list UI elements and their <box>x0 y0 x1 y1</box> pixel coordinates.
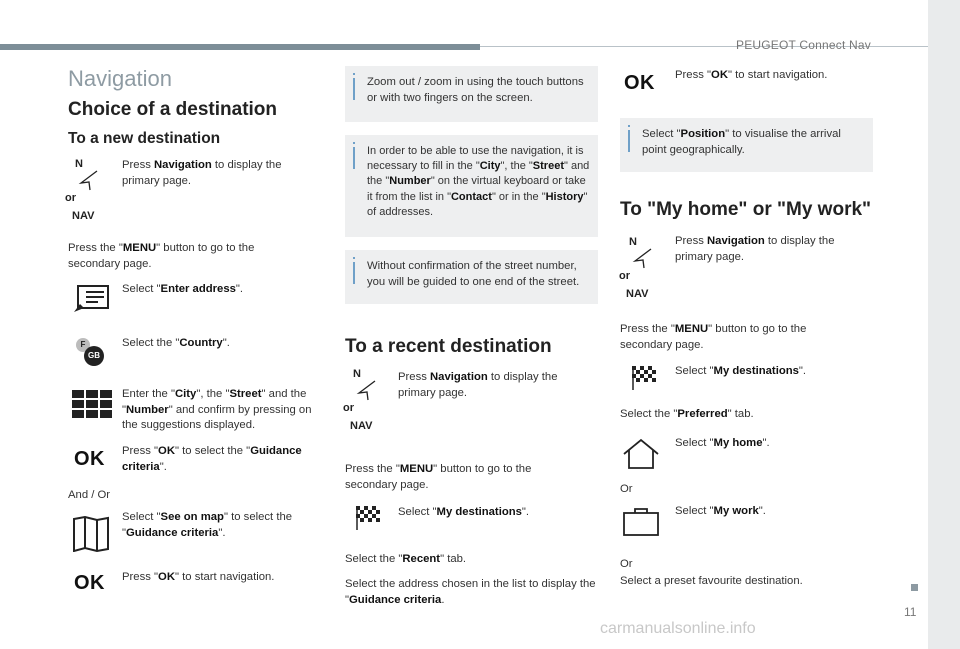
work-briefcase-icon <box>622 506 660 536</box>
n-label: N <box>629 236 637 248</box>
note-fill-in-text: In order to be able to use the navigation, it is necessary to fill in the "City", the "Street" and the "Number" on the virtual keyboard or take it from the list in "Contact" or in the "History" of addresses. <box>367 145 590 218</box>
keyboard-icon <box>72 390 112 418</box>
info-note-position <box>620 118 873 172</box>
info-note-zoom <box>345 66 598 122</box>
arrow-icon <box>632 247 654 269</box>
press-ok-guidance-text: Press "OK" to select the "Guidance criteria". <box>122 445 302 473</box>
note-position-text: Select "Position" to visualise the arrival point geographically. <box>642 128 841 156</box>
map-icon <box>72 516 110 552</box>
navigation-key-icon <box>62 158 118 222</box>
info-icon <box>628 130 630 152</box>
ok-icon: OK <box>624 72 655 94</box>
select-my-destinations-text: Select "My destinations". <box>675 365 807 377</box>
running-header: PEUGEOT Connect Nav <box>736 38 871 52</box>
select-preset-text: Select a preset favourite destination. <box>620 575 803 587</box>
or-label: or <box>343 402 354 414</box>
n-label: N <box>353 368 361 380</box>
info-icon <box>353 78 355 100</box>
menu-button-text: Press the "MENU" button to go to the secondary page. <box>345 463 532 491</box>
note-street-number-text: Without confirmation of the street number, you will be guided to one end of the street. <box>367 260 580 288</box>
or-text-2: Or <box>620 558 633 570</box>
info-icon <box>353 262 355 284</box>
note-zoom-text: Zoom out / zoom in using the touch buttons or with two fingers on the screen. <box>367 76 584 104</box>
n-label: N <box>75 158 83 170</box>
or-label: or <box>65 192 76 204</box>
checkered-flag-icon <box>632 366 656 390</box>
press-navigation-text: Press Navigation to display the primary page. <box>122 159 282 187</box>
watermark: carmanualsonline.info <box>600 620 756 637</box>
page-number: 11 <box>904 605 917 619</box>
press-ok-start-text: Press "OK" to start navigation. <box>122 571 275 583</box>
ok-icon-start: OK <box>74 572 105 594</box>
select-enter-address-text: Select "Enter address". <box>122 283 244 295</box>
press-navigation-text: Press Navigation to display the primary page. <box>398 371 558 399</box>
page-side-band <box>928 0 960 649</box>
enter-city-street-text: Enter the "City", the "Street" and the "Number" and confirm by pressing on the suggestions displayed. <box>122 388 312 431</box>
navigation-key-icon <box>340 368 396 432</box>
country-flag-icon <box>72 336 108 366</box>
header-rule-dark <box>0 44 480 50</box>
select-address-text: Select the address chosen in the list to display the "Guidance criteria. <box>345 578 596 606</box>
ok-icon: OK <box>74 448 105 470</box>
press-navigation-text: Press Navigation to display the primary page. <box>675 235 835 263</box>
info-note-street-number <box>345 250 598 304</box>
select-my-destinations-text: Select "My destinations". <box>398 506 530 518</box>
heading-my-home-work: To "My home" or "My work" <box>620 199 872 220</box>
select-my-home-text: Select "My home". <box>675 437 770 449</box>
heading-choice-destination: Choice of a destination <box>68 99 278 120</box>
see-on-map-text: Select "See on map" to select the "Guidance criteria". <box>122 511 293 539</box>
flag-f-label: F <box>76 338 90 352</box>
select-my-work-text: Select "My work". <box>675 505 766 517</box>
press-ok-start-text: Press "OK" to start navigation. <box>675 69 828 81</box>
nav-label: NAV <box>350 420 373 432</box>
or-text: Or <box>620 483 633 495</box>
heading-recent-destination: To a recent destination <box>345 336 552 357</box>
info-icon <box>353 147 355 169</box>
menu-button-text: Press the "MENU" button to go to the secondary page. <box>620 323 807 351</box>
section-title: Navigation <box>68 66 172 91</box>
arrow-icon <box>78 169 100 191</box>
enter-address-icon <box>72 282 112 316</box>
flag-gb-label: GB <box>84 346 104 366</box>
checkered-flag-icon <box>356 506 380 530</box>
nav-label: NAV <box>72 210 95 222</box>
and-or-text: And / Or <box>68 489 111 501</box>
home-icon <box>622 438 660 470</box>
navigation-key-icon <box>616 236 672 300</box>
select-recent-tab-text: Select the "Recent" tab. <box>345 553 467 565</box>
page-marker <box>911 584 918 591</box>
menu-button-text: Press the "MENU" button to go to the secondary page. <box>68 242 255 270</box>
or-label: or <box>619 270 630 282</box>
info-note-fill-in <box>345 135 598 237</box>
select-country-text: Select the "Country". <box>122 337 230 349</box>
arrow-icon <box>356 379 378 401</box>
nav-label: NAV <box>626 288 649 300</box>
select-preferred-tab-text: Select the "Preferred" tab. <box>620 408 754 420</box>
heading-new-destination: To a new destination <box>68 130 221 147</box>
